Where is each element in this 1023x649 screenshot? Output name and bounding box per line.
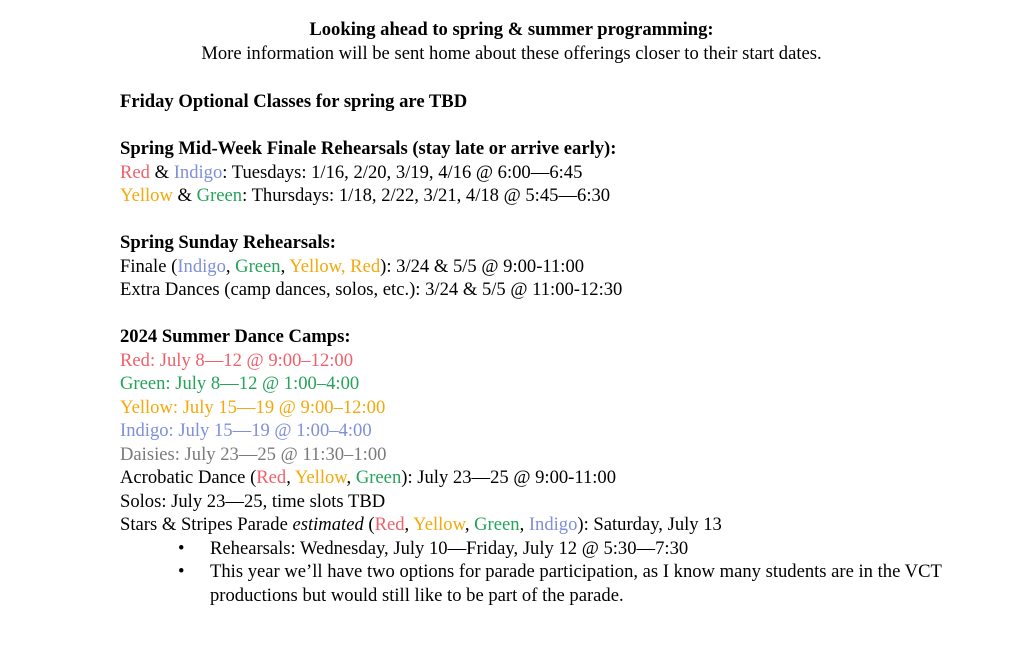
camp-red-row: Red: July 8—12 @ 9:00–12:00: [120, 349, 354, 371]
parade-prefix: Stars & Stripes Parade: [120, 514, 293, 535]
separator: ,: [346, 467, 356, 488]
amp-text: &: [172, 185, 197, 206]
finale-prefix: Finale (: [120, 255, 178, 277]
camps-heading: 2024 Summer Dance Camps:: [120, 326, 351, 347]
color-red-label: Red: [256, 467, 287, 488]
list-item: [120, 560, 1000, 607]
schedule-text: : Tuesdays: 1/16, 2/20, 3/19, 4/16 @ 6:00—6:45: [222, 161, 583, 183]
midweek-heading: Spring Mid-Week Finale Rehearsals (stay late or arrive early):: [120, 138, 617, 159]
schedule-text: ): 3/24 & 5/5 @ 9:00-11:00: [380, 255, 585, 277]
friday-heading: Friday Optional Classes for spring are TBD: [120, 91, 468, 112]
page-title: Looking ahead to spring & summer programming:: [309, 19, 714, 40]
camp-green-row: Green: July 8—12 @ 1:00–4:00: [120, 373, 360, 394]
color-indigo-label: Indigo: [177, 255, 226, 277]
camp-daisies-row: Daisies: July 23—25 @ 11:30–1:00: [120, 443, 387, 465]
acro-prefix: Acrobatic Dance (: [120, 467, 257, 488]
bullet-glyph: •: [178, 537, 185, 559]
color-red-label: Red: [374, 514, 405, 535]
sunday-finale-row: [120, 255, 1000, 279]
parade-estimated: estimated: [292, 514, 364, 535]
parade-bullet-list: [120, 537, 1000, 608]
color-green-label: Green: [235, 255, 281, 277]
bullet-glyph: •: [178, 561, 185, 582]
page-subtitle: More information will be sent home about these offerings closer to their start dates.: [201, 43, 822, 64]
separator: ,: [519, 514, 529, 535]
midweek-row-red-indigo: [120, 161, 1000, 185]
color-green-label: Green: [355, 467, 402, 488]
color-yellow-label: Yellow: [294, 467, 347, 488]
spacer: [120, 302, 1000, 326]
document-header: [0, 18, 1023, 66]
schedule-text: ): Saturday, July 13: [577, 514, 722, 535]
camp-parade-row: [120, 513, 1000, 537]
separator: ,: [286, 467, 295, 488]
camp-yellow-row: Yellow: July 15—19 @ 9:00–12:00: [120, 396, 386, 418]
document-body: [120, 90, 1000, 607]
spacer: [120, 208, 1000, 232]
list-item: [120, 537, 1000, 561]
midweek-row-yellow-green: [120, 184, 1000, 208]
sunday-heading: Spring Sunday Rehearsals:: [120, 232, 336, 253]
color-red-label: Red: [120, 161, 150, 183]
amp-text: &: [149, 161, 174, 183]
camp-acro-row: [120, 466, 1000, 490]
color-green-label: Green: [196, 185, 243, 206]
color-green-label: Green: [474, 514, 520, 535]
color-yellow-label: Yellow: [120, 185, 173, 206]
camp-indigo-row: Indigo: July 15—19 @ 1:00–4:00: [120, 420, 372, 441]
bullet-text: This year we’ll have two options for parade participation, as I know many students are in the VCT productions but would still like to be part of the parade.: [210, 561, 942, 606]
paren-open: (: [363, 514, 375, 535]
color-indigo-label: Indigo: [173, 161, 223, 183]
camp-solos-row: Solos: July 23—25, time slots TBD: [120, 490, 386, 512]
schedule-text: : Thursdays: 1/18, 2/22, 3/21, 4/18 @ 5:45—6:30: [242, 185, 611, 206]
separator: ,: [404, 514, 414, 535]
color-yellow-red-label: Yellow, Red: [289, 255, 381, 277]
color-yellow-label: Yellow: [413, 514, 465, 535]
bullet-text: Rehearsals: Wednesday, July 10—Friday, July 12 @ 5:30—7:30: [210, 537, 689, 559]
color-indigo-label: Indigo: [528, 514, 578, 535]
separator: ,: [225, 255, 236, 277]
separator: ,: [464, 514, 475, 535]
schedule-text: ): July 23—25 @ 9:00-11:00: [401, 467, 617, 488]
spacer: [120, 114, 1000, 138]
sunday-extra-row: Extra Dances (camp dances, solos, etc.): 3/24 & 5/5 @ 11:00-12:30: [120, 279, 623, 300]
separator: ,: [280, 255, 290, 277]
